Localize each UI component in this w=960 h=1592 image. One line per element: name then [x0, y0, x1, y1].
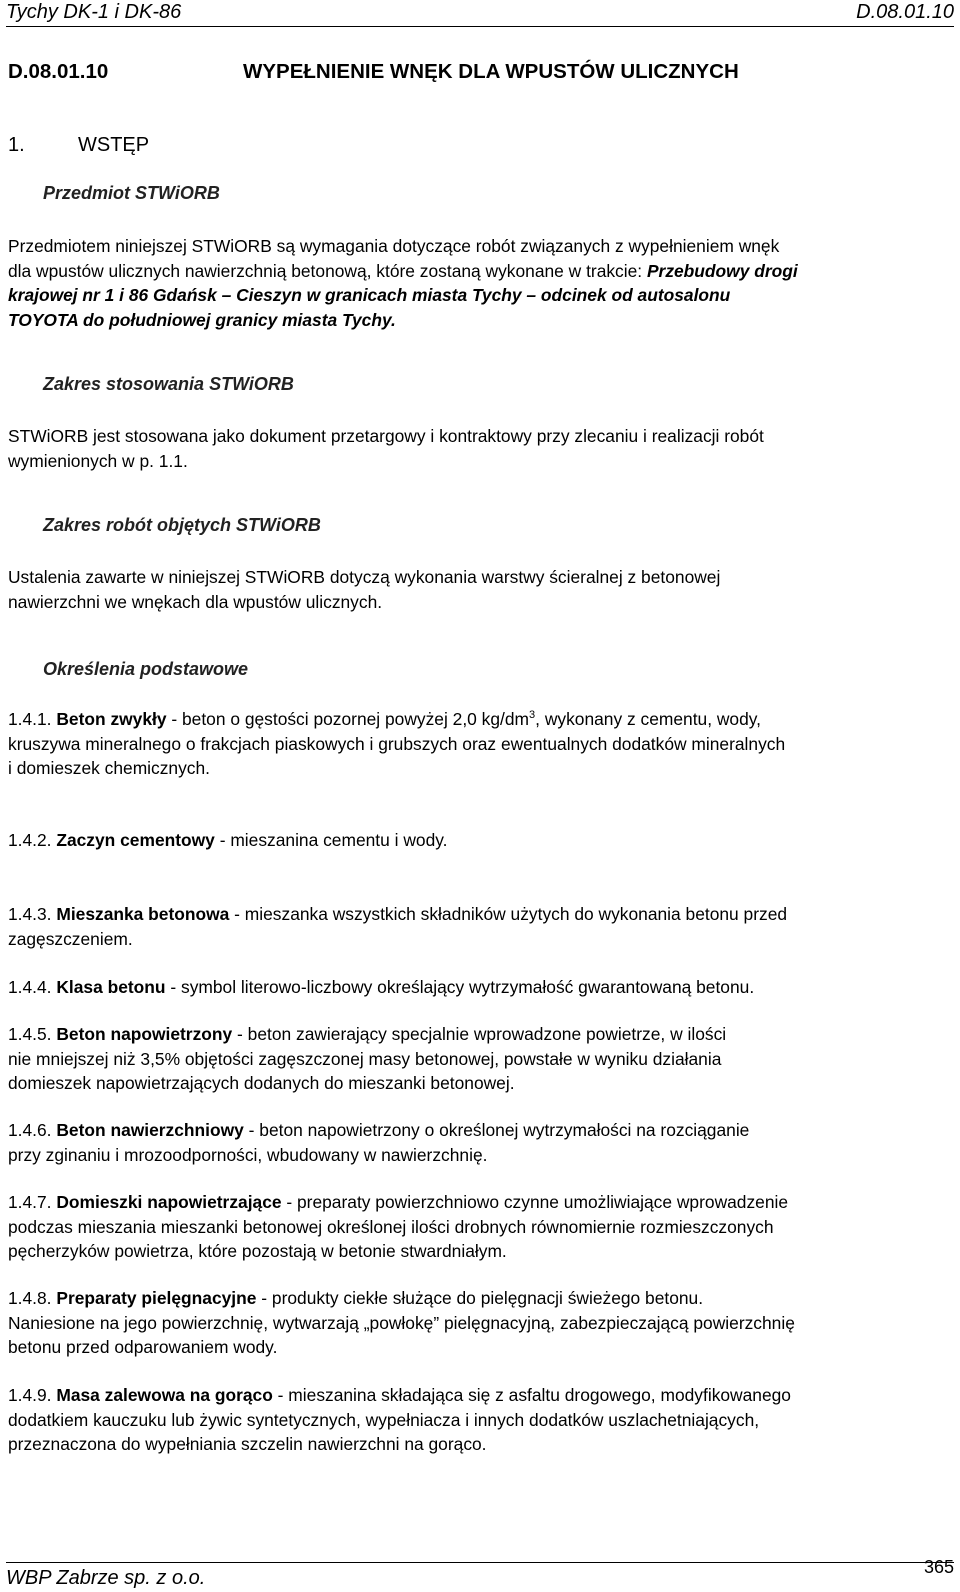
- subsection-heading: Określenia podstawowe: [43, 659, 249, 679]
- spec-code: D.08.01.10: [8, 60, 109, 83]
- spec-title: WYPEŁNIENIE WNĘK DLA WPUSTÓW ULICZNYCH: [243, 60, 739, 83]
- paragraph-subject: [8, 234, 958, 332]
- definition-item: 1.4.1. Beton zwykły - beton o gęstości pozornej powyżej 2,0 $kg/dm^3$, wykonany z cementu, wody, kruszywa mineralnego o frakcjach piaskowych i grubszych oraz ewentualnych dodatków mineralnych i domieszek chemicznych.: [8, 709, 786, 778]
- text-line: STWiORB jest stosowana jako dokument przetargowy i kontraktowy przy zlecaniu i realizacji robót: [8, 426, 764, 446]
- header-project: Tychy DK-1 i DK-86: [6, 1, 182, 23]
- header-code: D.08.01.10: [856, 1, 954, 23]
- text-line: Przedmiotem niniejszej STWiORB są wymagania dotyczące robót związanych z wypełnieniem wnęk: [8, 236, 780, 256]
- definition-item: 1.4.3. Mieszanka betonowa - mieszanka wszystkich składników użytych do wykonania betonu przed zagęszczeniem.: [8, 904, 788, 949]
- text-line: wymienionych w p. 1.1.: [8, 450, 188, 471]
- definition-item: 1.4.2. Zaczyn cementowy - mieszanina cementu i wody.: [8, 830, 448, 850]
- footer-company: WBP Zabrze sp. z o.o.: [6, 1567, 206, 1589]
- definition-item: 1.4.7. Domieszki napowietrzające - preparaty powierzchniowo czynne umożliwiające wprowadzenie podczas mieszania mieszanki betonowej określonej ilości drobnych równomiernie rozmieszczonych pęcherzyków powietrza, które pozostają w betonie stwardniałym.: [8, 1192, 789, 1261]
- text-line: TOYOTA do południowej granicy miasta Tychy.: [8, 309, 396, 330]
- definition-item: 1.4.5. Beton napowietrzony - beton zawierający specjalnie wprowadzone powietrze, w ilości nie mniejszej niż 3,5% objętości zagęszczonej masy betonowej, powstałe w wyniku działania domieszek napowietrzających dodanych do mieszanki betonowej.: [8, 1024, 727, 1093]
- text-line: nawierzchni we wnękach dla wpustów ulicznych.: [8, 591, 383, 612]
- text-line: Ustalenia zawarte w niniejszej STWiORB dotyczą wykonania warstwy ścieralnej z betonowej: [8, 567, 721, 587]
- running-header: [6, 0, 954, 27]
- subsection-heading: Przedmiot STWiORB: [43, 183, 220, 203]
- section-title: WSTĘP: [78, 134, 150, 156]
- subsection-heading: Zakres robót objętych STWiORB: [43, 515, 321, 535]
- page-number: 365: [923, 1557, 954, 1577]
- paragraph-scope-works: [8, 565, 958, 614]
- definition-item: 1.4.9. Masa zalewowa na gorąco - mieszanina składająca się z asfaltu drogowego, modyfikowanego dodatkiem kauczuku lub żywic syntetycznych, wypełniacza i innych dodatków uszlachetniających, przeznaczona do wypełniania szczelin nawierzchni na gorąco.: [8, 1385, 791, 1454]
- definition-item: 1.4.4. Klasa betonu - symbol literowo-liczbowy określający wytrzymałość gwarantowaną betonu.: [8, 977, 755, 997]
- text-line: dla wpustów ulicznych nawierzchnią betonową, które zostaną wykonane w trakcie: Przebudowy drogi: [8, 260, 798, 281]
- section-number: 1.: [8, 134, 25, 156]
- text-line: krajowej nr 1 i 86 Gdańsk – Cieszyn w granicach miasta Tychy – odcinek od autosalonu: [8, 285, 731, 305]
- paragraph-scope-use: [8, 424, 958, 473]
- running-footer: [6, 1557, 954, 1592]
- definition-item: 1.4.8. Preparaty pielęgnacyjne - produkty ciekłe służące do pielęgnacji świeżego betonu. Naniesione na jego powierzchnię, wytwarzają „powłokę” pielęgnacyjną, zabezpieczającą powierzchnię betonu przed odparowaniem wody.: [8, 1288, 795, 1357]
- definition-item: 1.4.6. Beton nawierzchniowy - beton napowietrzony o określonej wytrzymałości na rozciąganie przy zginaniu i mrozoodporności, wbudowany w nawierzchnię.: [8, 1120, 750, 1165]
- subsection-heading: Zakres stosowania STWiORB: [43, 374, 294, 394]
